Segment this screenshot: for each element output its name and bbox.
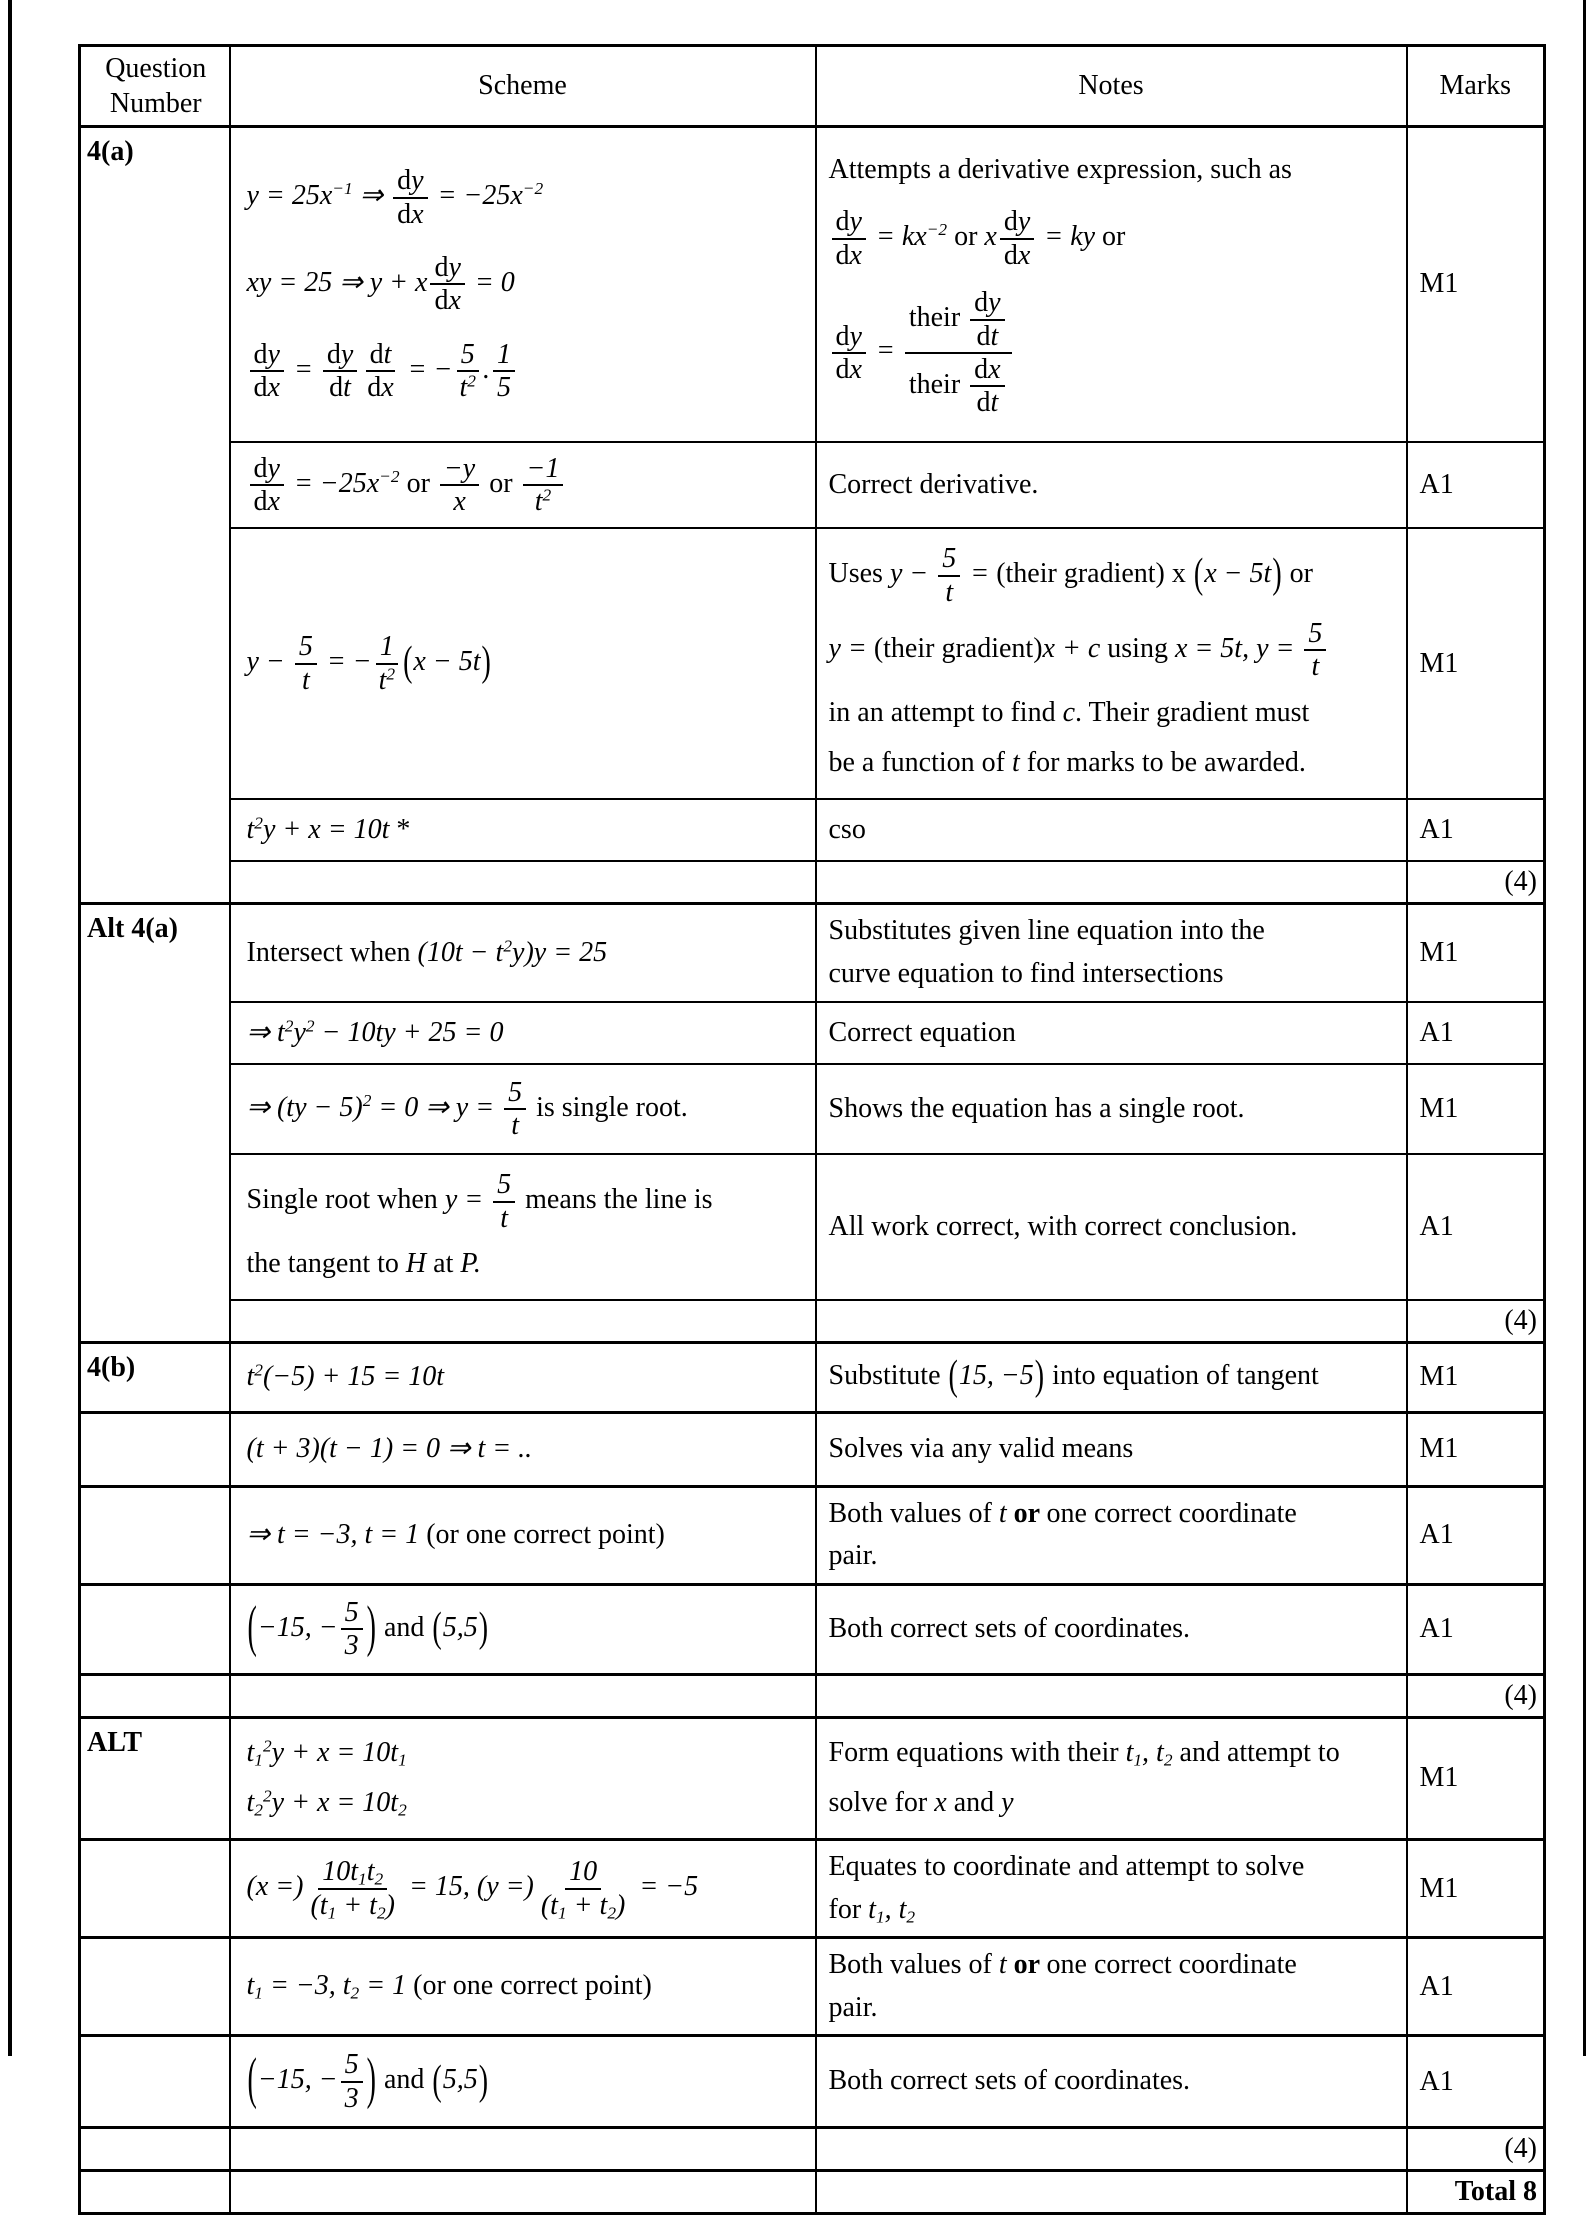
scheme-cell xyxy=(230,1342,816,1412)
marks-cell xyxy=(1407,528,1545,799)
total-row xyxy=(80,2171,1545,2214)
table-row xyxy=(80,799,1545,862)
scheme-cell xyxy=(230,127,816,442)
notes-cell xyxy=(816,1486,1407,1584)
note-line: y = (their gradient)x + c using x = 5t, y = $\frac{5}{t}$ xyxy=(829,618,1398,683)
scheme-cell xyxy=(230,1300,816,1343)
question-number-cell xyxy=(80,2036,230,2128)
note-line: Correct derivative. xyxy=(828,468,1039,500)
question-number-cell: 4(b) xyxy=(80,1342,230,1412)
scheme-cell xyxy=(230,1717,816,1839)
marks-cell xyxy=(1407,1342,1545,1412)
table-row xyxy=(80,1717,1545,1839)
marks-cell xyxy=(1407,2128,1545,2171)
scheme-cell xyxy=(230,1002,816,1065)
marks-cell xyxy=(1407,1839,1545,1937)
scheme-cell xyxy=(230,528,816,799)
table-row xyxy=(80,1342,1545,1412)
question-number-cell xyxy=(80,1486,230,1584)
table-row xyxy=(80,1486,1545,1584)
notes-cell xyxy=(816,1674,1407,1717)
equation-line: xy = 25 ⇒ y + x $\frac{dy}{dx}$ = 0 xyxy=(246,251,515,317)
mark-label: M1 xyxy=(1419,268,1459,300)
equation-line: $t^2y + x = 10t$ * xyxy=(246,813,411,845)
scheme-cell xyxy=(230,1938,816,2036)
question-number-cell xyxy=(80,2128,230,2171)
note-line: Form equations with their $t_1$, $t_2$ and attempt to xyxy=(828,1736,1340,1770)
column-header-notes: Notes xyxy=(816,46,1407,127)
note-line: $\frac{dy}{dx}$ = their $\frac{dy}{dt}$ their $\frac{dx}{dt}$ xyxy=(829,287,1398,418)
note-line: Substitute (15, −5) into equation of tangent xyxy=(828,1353,1319,1400)
table-row xyxy=(80,442,1545,529)
notes-cell xyxy=(816,1584,1407,1674)
equation-line: (−15, − $\frac{5}{3}$ ) and (5,5) xyxy=(247,2048,489,2114)
marks-cell xyxy=(1407,1412,1545,1486)
notes-cell xyxy=(816,127,1407,442)
mark-label: A1 xyxy=(1419,1519,1454,1551)
note-line: Attempts a derivative expression, such as xyxy=(828,153,1292,185)
equation-line: Single root when y = $\frac{5}{t}$ means the line is xyxy=(246,1169,713,1234)
mark-label: M1 xyxy=(1419,1762,1459,1794)
equation-line: Intersect when $(10t - t^2y)y = 25$ xyxy=(246,936,608,968)
table-row xyxy=(80,1002,1545,1065)
equation-line: (x =) $\frac{10t_1t_2}{(t_1 + t_2)}$ = 15, (y =) $\frac{10}{(t_1 + t_2)}$ = −5 xyxy=(246,1856,699,1922)
scheme-cell xyxy=(230,442,816,529)
table-row xyxy=(80,1938,1545,2036)
note-line: Equates to coordinate and attempt to solve xyxy=(828,1850,1305,1882)
notes-cell xyxy=(816,2036,1407,2128)
equation-line: $t_1 = -3$, $t_2 = 1$ (or one correct point) xyxy=(246,1970,652,2003)
note-line: be a function of t for marks to be awarded. xyxy=(828,747,1306,779)
table-row xyxy=(80,1584,1545,1674)
scheme-cell xyxy=(230,2036,816,2128)
equation-line: the tangent to H at P. xyxy=(246,1247,481,1279)
column-header-marks: Marks xyxy=(1407,46,1545,127)
equation-line: $t_1^2y + x = 10t_1$ xyxy=(246,1736,407,1770)
marks-cell xyxy=(1407,1584,1545,1674)
table-row xyxy=(80,127,1545,442)
question-number-cell xyxy=(80,1839,230,1937)
mark-label: A1 xyxy=(1419,2065,1454,2097)
marks-cell xyxy=(1407,1717,1545,1839)
marks-cell xyxy=(1407,2171,1545,2214)
mark-label: M1 xyxy=(1419,1433,1459,1465)
subtotal-row xyxy=(80,1674,1545,1717)
mark-label: M1 xyxy=(1419,1872,1459,1904)
scheme-cell xyxy=(230,1839,816,1937)
notes-cell xyxy=(816,1342,1407,1412)
marks-cell xyxy=(1407,1938,1545,2036)
notes-cell xyxy=(816,1938,1407,2036)
marks-cell xyxy=(1407,1154,1545,1299)
question-number-cell: Alt 4(a) xyxy=(80,904,230,1342)
mark-label: A1 xyxy=(1419,1016,1454,1048)
scheme-cell xyxy=(230,1674,816,1717)
marks-cell xyxy=(1407,1486,1545,1584)
header-row xyxy=(80,46,1545,127)
table-row xyxy=(80,1064,1545,1154)
equation-line: ⇒ (ty − 5)$^2$ = 0 ⇒ y = $\frac{5}{t}$ is single root. xyxy=(246,1076,688,1142)
subtotal-row xyxy=(80,861,1545,904)
marks-cell xyxy=(1407,1064,1545,1154)
notes-cell xyxy=(816,442,1407,529)
scheme-cell xyxy=(230,1486,816,1584)
marks-cell xyxy=(1407,904,1545,1002)
total-label: Total 8 xyxy=(1454,2176,1537,2208)
notes-cell xyxy=(816,1154,1407,1299)
note-line: Shows the equation has a single root. xyxy=(828,1092,1245,1124)
equation-line: (−15, − $\frac{5}{3}$ ) and (5,5) xyxy=(247,1595,489,1662)
page-edge-line-left xyxy=(8,0,12,2056)
notes-cell xyxy=(816,1064,1407,1154)
subtotal-label: (4) xyxy=(1504,1304,1537,1336)
marks-cell xyxy=(1407,861,1545,904)
question-number-cell xyxy=(80,2171,230,2214)
note-line: in an attempt to find c. Their gradient must xyxy=(828,696,1310,728)
scheme-cell xyxy=(230,1064,816,1154)
equation-line: $\frac{dy}{dx}$ = $-25x^{-2}$ or $\frac{-y}{x}$ or $\frac{-1}{t^2}$ xyxy=(247,453,807,518)
mark-label: A1 xyxy=(1419,814,1454,846)
equation-line: $t_2^2y + x = 10t_2$ xyxy=(246,1786,407,1820)
equation-line: $t^2(-5) + 15 = 10t$ xyxy=(246,1360,445,1392)
equation-line: y − $\frac{5}{t}$ = − $\frac{1}{t^2}$ (x − 5t) xyxy=(246,631,491,696)
equation-line: $y = 25x^{-1}$ ⇒ $\frac{dy}{dx}$ = $-25x^{-2}$ xyxy=(246,165,544,230)
question-number-cell xyxy=(80,1674,230,1717)
note-line: Both values of t or one correct coordinate xyxy=(828,1949,1297,1981)
marks-cell xyxy=(1407,127,1545,442)
marks-cell xyxy=(1407,799,1545,862)
scheme-cell xyxy=(230,1154,816,1299)
table-row xyxy=(80,1839,1545,1937)
notes-cell xyxy=(816,1412,1407,1486)
notes-cell xyxy=(816,1002,1407,1065)
subtotal-row xyxy=(80,2128,1545,2171)
question-number-cell xyxy=(80,1412,230,1486)
page-edge-line-right xyxy=(1583,0,1586,2056)
notes-cell xyxy=(816,904,1407,1002)
note-line: curve equation to find intersections xyxy=(828,958,1224,990)
column-header-question-number: Question Number xyxy=(80,46,230,127)
note-line: Both correct sets of coordinates. xyxy=(828,1612,1191,1644)
marks-cell xyxy=(1407,442,1545,529)
marks-cell xyxy=(1407,1674,1545,1717)
marks-cell xyxy=(1407,2036,1545,2128)
question-number-cell: ALT xyxy=(80,1717,230,1839)
table-row xyxy=(80,1412,1545,1486)
note-line: Substitutes given line equation into the xyxy=(828,915,1265,947)
mark-label: A1 xyxy=(1419,1210,1454,1242)
note-line: cso xyxy=(828,813,866,845)
mark-label: M1 xyxy=(1419,647,1459,679)
subtotal-label: (4) xyxy=(1504,2133,1537,2165)
marks-cell xyxy=(1407,1300,1545,1343)
notes-cell xyxy=(816,528,1407,799)
equation-line: ⇒ $t^2y^2 - 10ty + 25 = 0$ xyxy=(246,1016,504,1048)
notes-cell xyxy=(816,1300,1407,1343)
note-line: All work correct, with correct conclusion. xyxy=(828,1210,1298,1242)
scheme-cell xyxy=(230,2171,816,2214)
notes-cell xyxy=(816,2171,1407,2214)
note-line: pair. xyxy=(828,1540,878,1572)
note-line: Uses y − $\frac{5}{t}$ = (their gradient) x (x − 5t) or xyxy=(828,543,1313,608)
equation-line: $\frac{dy}{dx}$ = $\frac{dy}{dt}$ $\frac{dt}{dx}$ = − $\frac{5}{t^2}$ . $\frac{1}{5}$ xyxy=(247,339,807,404)
mark-label: M1 xyxy=(1419,1093,1459,1125)
notes-cell xyxy=(816,2128,1407,2171)
subtotal-label: (4) xyxy=(1504,1679,1537,1711)
mark-label: A1 xyxy=(1419,468,1454,500)
table-row xyxy=(80,1154,1545,1299)
scheme-cell xyxy=(230,861,816,904)
scheme-cell xyxy=(230,799,816,862)
question-number-cell xyxy=(80,1584,230,1674)
notes-cell xyxy=(816,1717,1407,1839)
note-line: Correct equation xyxy=(828,1016,1016,1048)
notes-cell xyxy=(816,861,1407,904)
question-number-cell xyxy=(80,1938,230,2036)
table-row xyxy=(80,2036,1545,2128)
note-line: Solves via any valid means xyxy=(828,1432,1134,1464)
subtotal-row xyxy=(80,1300,1545,1343)
table-row xyxy=(80,904,1545,1002)
mark-label: M1 xyxy=(1419,937,1459,969)
marks-cell xyxy=(1407,1002,1545,1065)
scheme-cell xyxy=(230,904,816,1002)
column-header-scheme: Scheme xyxy=(230,46,816,127)
note-line: solve for x and y xyxy=(828,1787,1014,1819)
scheme-cell xyxy=(230,1412,816,1486)
note-line: Both values of t or one correct coordinate xyxy=(828,1497,1297,1529)
question-number-cell: 4(a) xyxy=(80,127,230,904)
equation-line: (t + 3)(t − 1) = 0 ⇒ t = .. xyxy=(246,1432,533,1464)
scheme-cell xyxy=(230,1584,816,1674)
table-row xyxy=(80,528,1545,799)
equation-line: ⇒ t = −3, t = 1 (or one correct point) xyxy=(246,1518,665,1550)
note-line: Both correct sets of coordinates. xyxy=(828,2065,1191,2097)
scheme-cell xyxy=(230,2128,816,2171)
notes-cell xyxy=(816,1839,1407,1937)
notes-cell xyxy=(816,799,1407,862)
mark-label: A1 xyxy=(1419,1613,1454,1645)
note-line: for $t_1$, $t_2$ xyxy=(828,1893,916,1926)
mark-scheme-table xyxy=(78,44,1546,2215)
note-line: pair. xyxy=(828,1991,878,2023)
subtotal-label: (4) xyxy=(1504,866,1537,898)
mark-label: M1 xyxy=(1419,1361,1459,1393)
note-line: $\frac{dy}{dx}$ = $kx^{-2}$ or x $\frac{dy}{dx}$ = ky or xyxy=(829,206,1398,271)
mark-label: A1 xyxy=(1419,1970,1454,2002)
